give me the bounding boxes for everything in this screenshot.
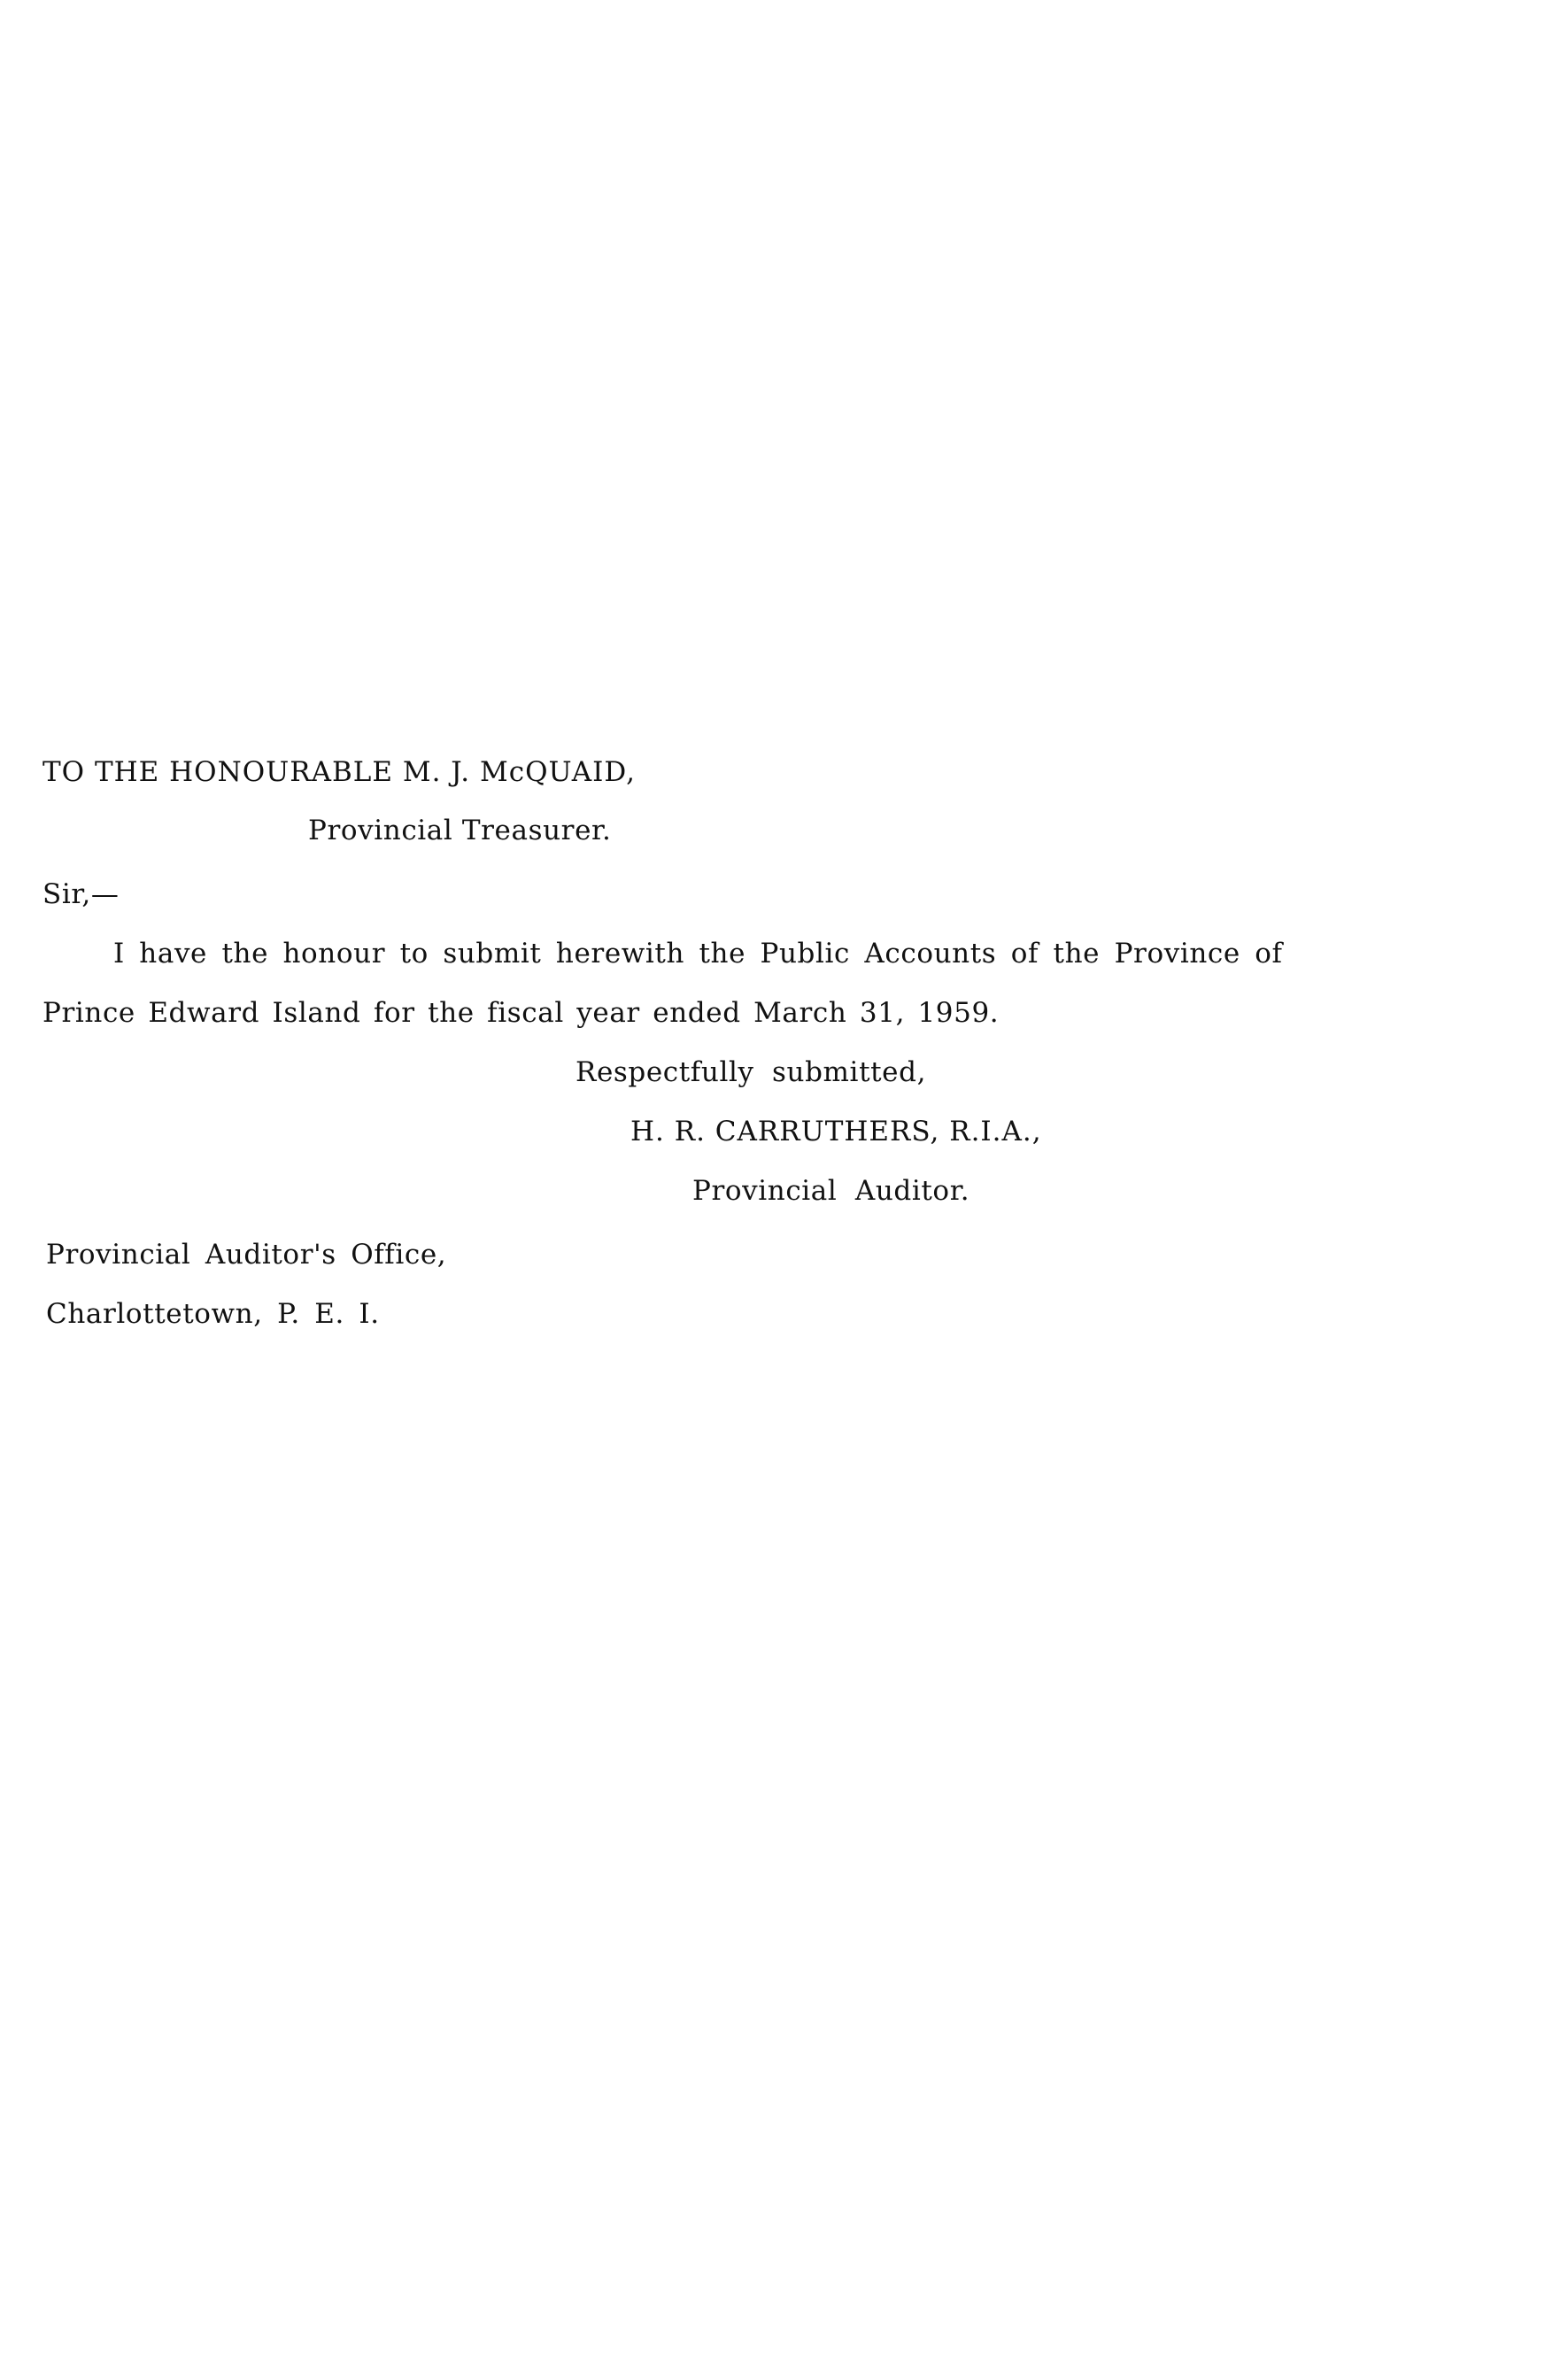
signatory-title: Provincial Auditor. <box>692 1175 970 1207</box>
salutation: Sir,— <box>42 878 120 910</box>
body-text-line-1: I have the honour to submit herewith the Public Accounts of the Province of <box>113 938 1283 970</box>
signatory-name: H. R. CARRUTHERS, R.I.A., <box>630 1116 1042 1148</box>
closing-line: Respectfully submitted, <box>576 1056 927 1088</box>
location-line: Charlottetown, P. E. I. <box>46 1298 380 1330</box>
addressee-line: TO THE HONOURABLE M. J. McQUAID, <box>42 756 636 788</box>
addressee-title: Provincial Treasurer. <box>308 815 612 846</box>
office-line: Provincial Auditor's Office, <box>46 1239 447 1271</box>
body-text-line-2: Prince Edward Island for the fiscal year ended March 31, 1959. <box>42 997 1000 1029</box>
